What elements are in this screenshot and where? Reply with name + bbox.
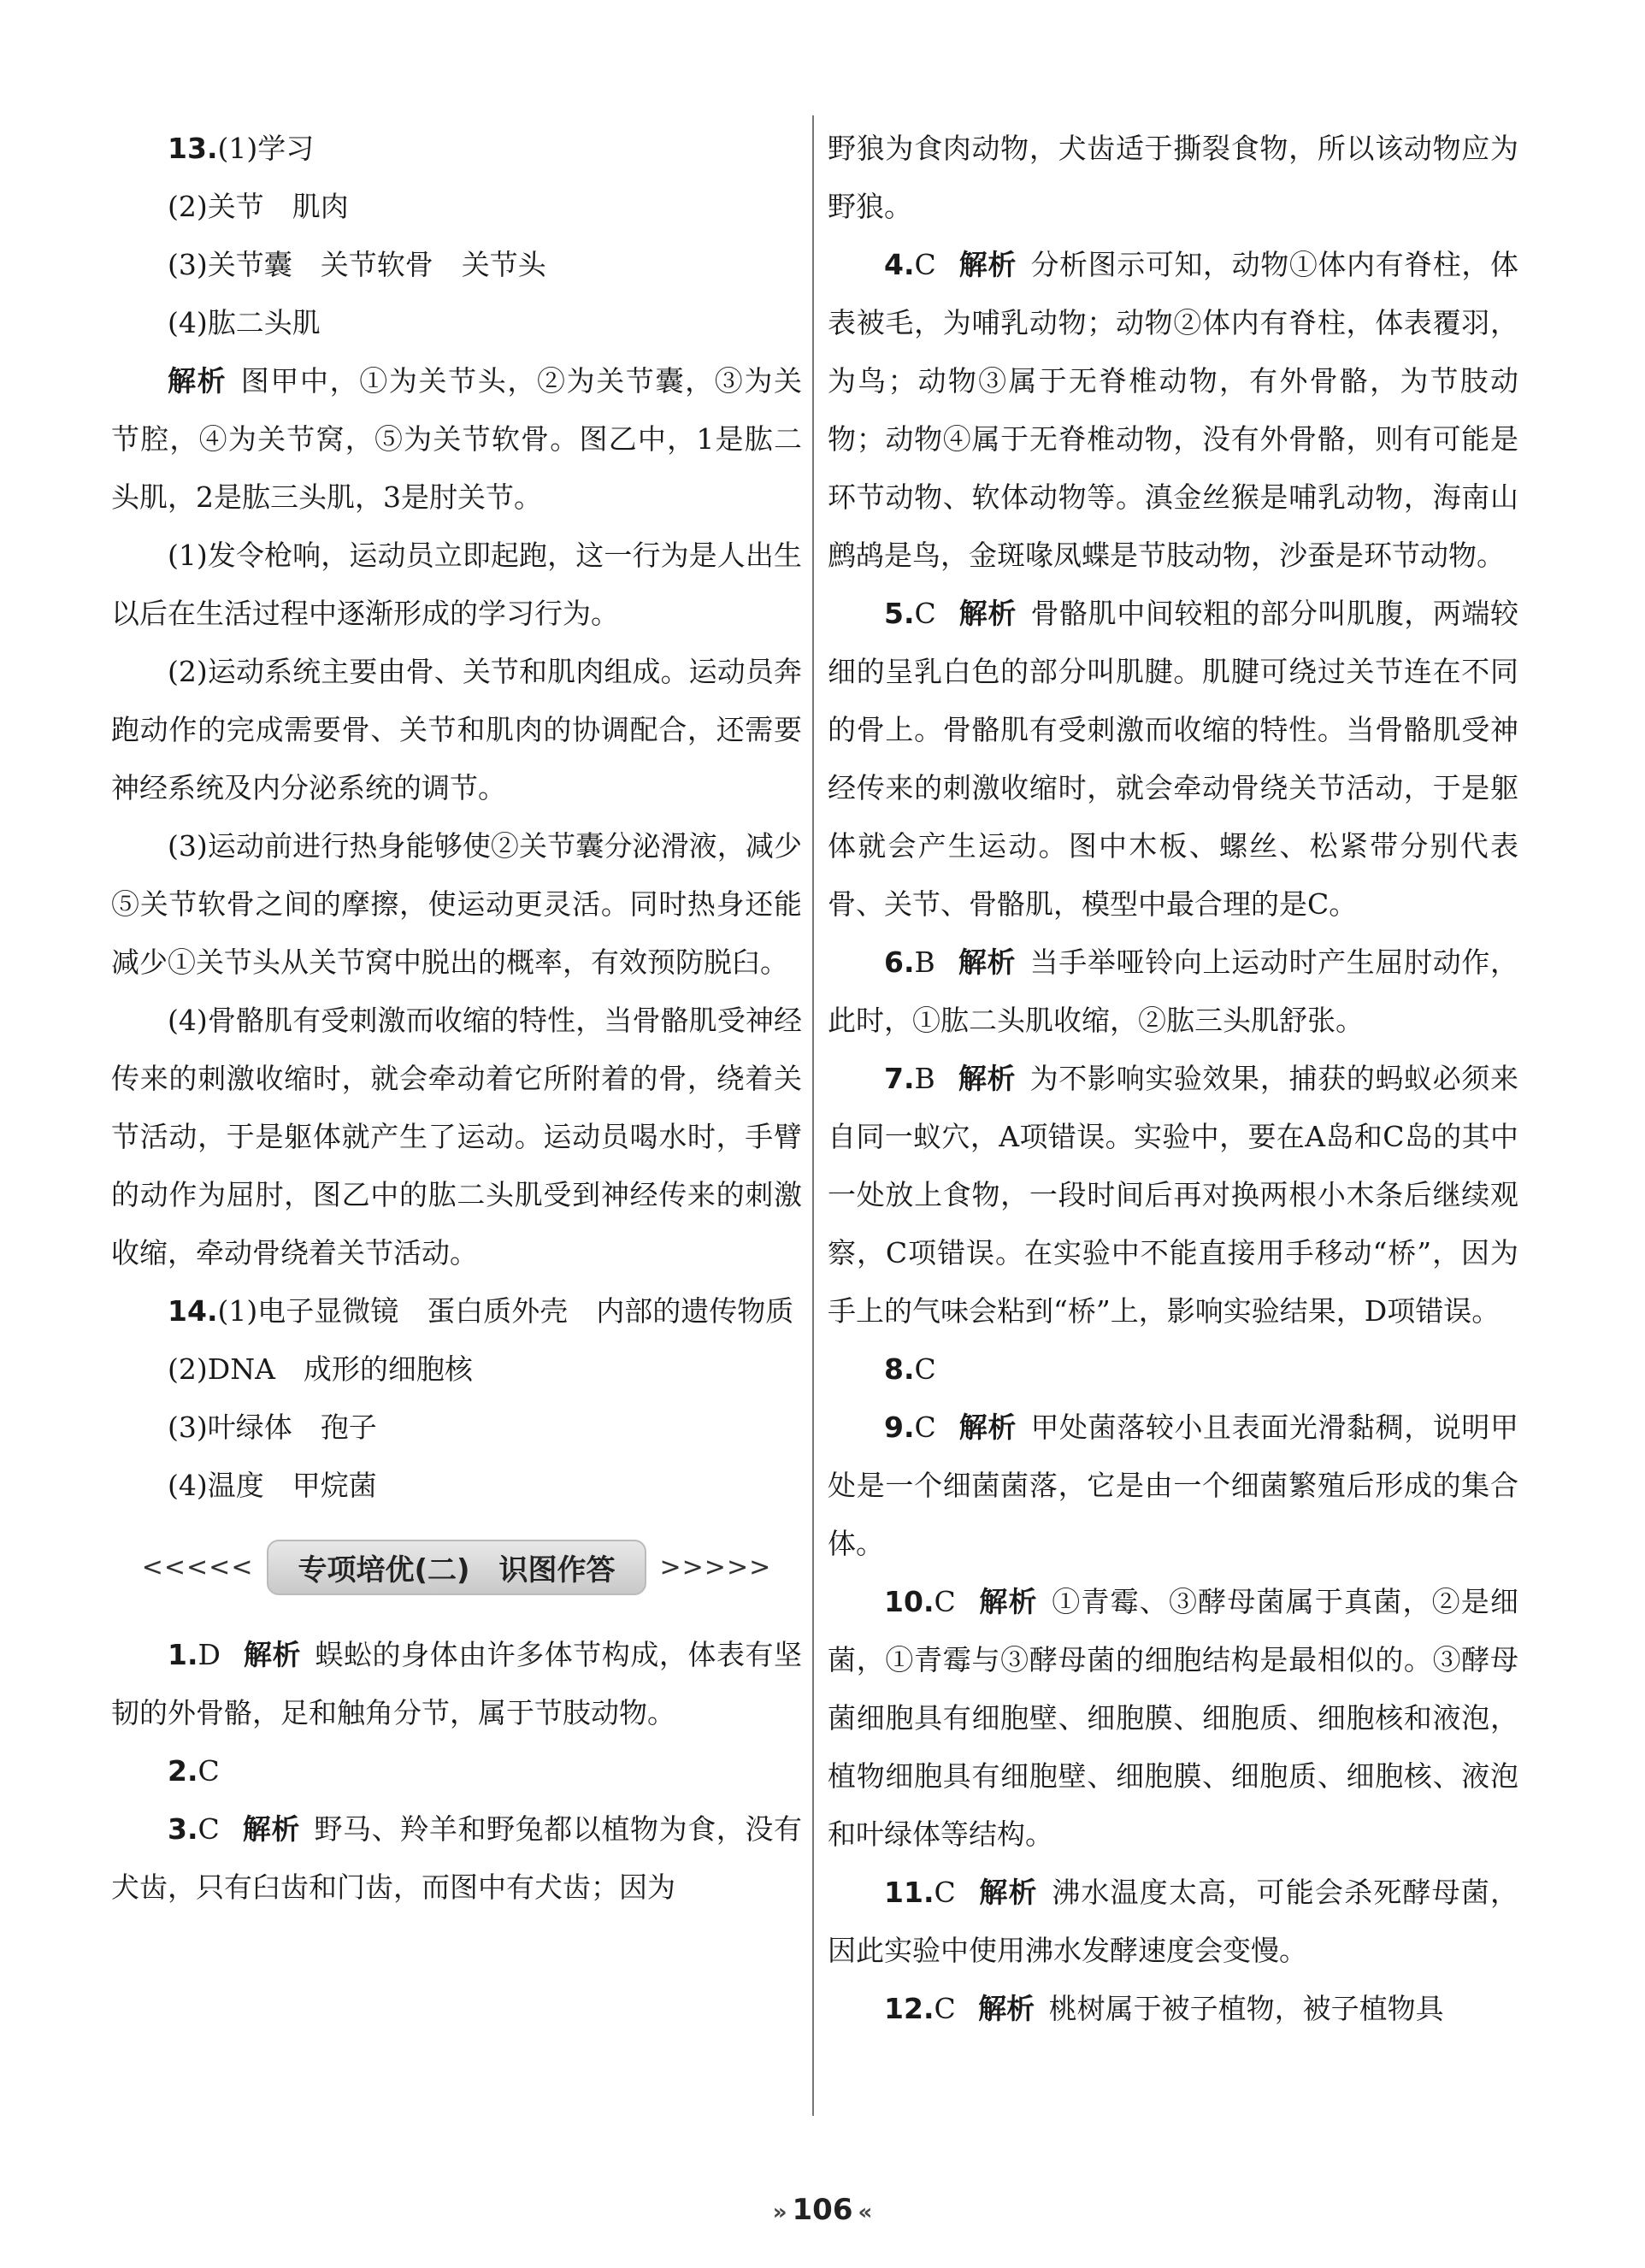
q14-answer-2: (2)DNA 成形的细胞核 (168, 1352, 473, 1386)
s5-text: 骨骼肌中间较粗的部分叫肌腹，两端较细的呈乳白色的部分叫肌腱。肌腱可绕过关节连在不同的骨上。骨骼肌有受刺激而收缩的特性。当骨骼肌受神经传来的刺激收缩时，就会牵动骨绕关节活动，于是躯体就会产生运动。图中木板、螺丝、松紧带分别代表骨、关节、骨骼肌，模型中最合理的是C。 (828, 597, 1519, 921)
s12-text: 桃树属于被子植物，被子植物具 (1048, 1992, 1444, 2025)
s7-number: 7 (884, 1062, 904, 1095)
s6-item: 6.B 解析 当手举哑铃向上运动时产生屈肘动作，此时，①肱二头肌收缩，②肱三头肌舒张。 (828, 945, 1519, 1037)
s12-answer: C (934, 1992, 956, 2025)
s9-answer: C (914, 1411, 936, 1444)
s1-text: 蜈蚣的身体由许多体节构成，体表有坚韧的外骨骼，足和触角分节，属于节肢动物。 (111, 1638, 803, 1729)
q13-number: 13 (168, 132, 207, 165)
s8-item: 8.C (884, 1352, 936, 1386)
page-number: 106 (792, 2193, 853, 2227)
banner-right-chevrons: >>>>> (659, 1552, 772, 1582)
analysis-keyword: 解析 (958, 945, 1017, 979)
analysis-keyword: 解析 (243, 1638, 301, 1671)
analysis-keyword: 解析 (958, 1411, 1017, 1444)
q14-answer-3: (3)叶绿体 孢子 (168, 1411, 377, 1444)
analysis-keyword: 解析 (958, 248, 1017, 281)
s7-item: 7.B 解析 为不影响实验效果，捕获的蚂蚁必须来自同一蚁穴，A项错误。实验中，要在A岛和C岛的其中一处放上食物，一段时间后再对换两根小木条后继续观察，C项错误。在实验中不能直接用手移动“桥”，因为手上的气味会粘到“桥”上，影响实验结果，D项错误。 (828, 1062, 1519, 1328)
s10-number: 10 (884, 1585, 923, 1618)
analysis-keyword: 解析 (978, 1992, 1035, 2025)
analysis-keyword: 解析 (242, 1812, 300, 1846)
analysis-keyword: 解析 (958, 1062, 1017, 1095)
s5-answer: C (914, 597, 936, 630)
s1-item: 1.D 解析 蜈蚣的身体由许多体节构成，体表有坚韧的外骨骼，足和触角分节，属于节肢动物。 (111, 1638, 803, 1729)
s11-answer: C (934, 1876, 956, 1909)
analysis-keyword: 解析 (978, 1876, 1038, 1909)
s1-answer: D (198, 1638, 221, 1671)
q14-answer-1: 14.(1)电子显微镜 蛋白质外壳 内部的遗传物质 (168, 1294, 794, 1328)
s4-number: 4 (884, 248, 904, 281)
s2-number: 2 (168, 1754, 187, 1788)
page-footer (0, 2193, 1645, 2227)
analysis-keyword: 解析 (958, 597, 1017, 630)
s4-item: 4.C 解析 分析图示可知，动物①体内有脊柱，体表被毛，为哺乳动物；动物②体内有脊柱，体表覆羽，为鸟；动物③属于无脊椎动物，有外骨骼，为节肢动物；动物④属于无脊椎动物，没有外骨骼，则有可能是环节动物、软体动物等。滇金丝猴是哺乳动物，海南山鹧鸪是鸟，金斑喙凤蝶是节肢动物，沙蚕是环节动物。 (828, 248, 1519, 572)
banner-left-chevrons: <<<<< (141, 1552, 254, 1582)
s3-text: 野马、羚羊和野兔都以植物为食，没有犬齿，只有臼齿和门齿，而图中有犬齿；因为 (111, 1812, 803, 1904)
s3-number: 3 (168, 1812, 187, 1846)
q13-a1: (1)学习 (217, 132, 315, 165)
s9-text: 甲处菌落较小且表面光滑黏稠，说明甲处是一个细菌菌落，它是由一个细菌繁殖后形成的集合体。 (828, 1411, 1519, 1560)
s2-item: 2.C (168, 1754, 220, 1788)
q13-answer-3: (3)关节囊 关节软骨 关节头 (168, 248, 546, 281)
s8-number: 8 (884, 1352, 904, 1386)
q13-answer-4: (4)肱二头肌 (168, 306, 321, 339)
s5-number: 5 (884, 597, 904, 630)
q14-answer-4: (4)温度 甲烷菌 (168, 1469, 377, 1502)
q14-a1: (1)电子显微镜 蛋白质外壳 内部的遗传物质 (217, 1294, 794, 1328)
footer-right-arrow-icon: « (858, 2200, 873, 2225)
s10-answer: C (934, 1585, 956, 1618)
footer-left-arrow-icon: » (772, 2200, 787, 2225)
right-column (828, 120, 1518, 2038)
s3-item: 3.C 解析 野马、羚羊和野兔都以植物为食，没有犬齿，只有臼齿和门齿，而图中有犬齿；因为 (111, 1812, 803, 1904)
q13-analysis (111, 352, 802, 527)
s4-answer: C (914, 248, 936, 281)
q13-answer-2: (2)关节 肌肉 (168, 190, 349, 223)
s6-number: 6 (884, 945, 904, 979)
analysis-keyword: 解析 (168, 364, 227, 398)
s4-text: 分析图示可知，动物①体内有脊柱，体表被毛，为哺乳动物；动物②体内有脊柱，体表覆羽，为鸟；动物③属于无脊椎动物，有外骨骼，为节肢动物；动物④属于无脊椎动物，没有外骨骼，则有可能是环节动物、软体动物等。滇金丝猴是哺乳动物，海南山鹧鸪是鸟，金斑喙凤蝶是节肢动物，沙蚕是环节动物。 (828, 248, 1519, 572)
s9-item: 9.C 解析 甲处菌落较小且表面光滑黏稠，说明甲处是一个细菌菌落，它是由一个细菌繁殖后形成的集合体。 (828, 1411, 1519, 1560)
q13-analysis-4: (4)骨骼肌有受刺激而收缩的特性，当骨骼肌受神经传来的刺激收缩时，就会牵动着它所附着的骨，绕着关节活动，于是躯体就产生了运动。运动员喝水时，手臂的动作为屈肘，图乙中的肱二头肌受到神经传来的刺激收缩，牵动骨绕着关节活动。 (111, 1004, 802, 1269)
s7-text: 为不影响实验效果，捕获的蚂蚁必须来自同一蚁穴，A项错误。实验中，要在A岛和C岛的其中一处放上食物，一段时间后再对换两根小木条后继续观察，C项错误。在实验中不能直接用手移动“桥”，因为手上的气味会粘到“桥”上，影响实验结果，D项错误。 (828, 1062, 1519, 1328)
left-column (111, 120, 802, 1917)
s11-item: 11.C 解析 沸水温度太高，可能会杀死酵母菌，因此实验中使用沸水发酵速度会变慢。 (828, 1876, 1518, 1967)
section-banner (111, 1537, 802, 1597)
s12-number: 12 (884, 1992, 923, 2025)
q13-analysis-3: (3)运动前进行热身能够使②关节囊分泌滑液，减少⑤关节软骨之间的摩擦，使运动更灵活。同时热身还能减少①关节头从关节窝中脱出的概率，有效预防脱臼。 (111, 829, 802, 979)
s7-answer: B (914, 1062, 935, 1095)
s6-answer: B (914, 945, 935, 979)
section-title: 专项培优(二) 识图作答 (267, 1540, 646, 1595)
s12-item: 12.C 解析 桃树属于被子植物，被子植物具 (884, 1992, 1444, 2025)
s3-continued: 野狼为食肉动物，犬齿适于撕裂食物，所以该动物应为野狼。 (828, 132, 1518, 223)
q13-analysis-text: 图甲中，①为关节头，②为关节囊，③为关节腔，④为关节窝，⑤为关节软骨。图乙中，1是肱二头肌，2是肱三头肌，3是肘关节。 (111, 364, 802, 514)
s9-number: 9 (884, 1411, 904, 1444)
q13-analysis-2: (2)运动系统主要由骨、关节和肌肉组成。运动员奔跑动作的完成需要骨、关节和肌肉的协调配合，还需要神经系统及内分泌系统的调节。 (111, 655, 802, 804)
s11-number: 11 (884, 1876, 923, 1909)
q14-number: 14 (168, 1294, 207, 1328)
column-divider (812, 115, 814, 2116)
q13-analysis-1: (1)发令枪响，运动员立即起跑，这一行为是人出生以后在生活过程中逐渐形成的学习行为。 (111, 539, 802, 630)
s11-text: 沸水温度太高，可能会杀死酵母菌，因此实验中使用沸水发酵速度会变慢。 (828, 1876, 1518, 1967)
q13-answer-1: 13.(1)学习 (168, 132, 315, 165)
s1-number: 1 (168, 1638, 187, 1671)
s6-text: 当手举哑铃向上运动时产生屈肘动作，此时，①肱二头肌收缩，②肱三头肌舒张。 (828, 945, 1519, 1037)
s10-item: 10.C 解析 ①青霉、③酵母菌属于真菌，②是细菌，①青霉与③酵母菌的细胞结构是最相似的。③酵母菌细胞具有细胞壁、细胞膜、细胞质、细胞核和液泡，植物细胞具有细胞壁、细胞膜、细胞质、细胞核、液泡和叶绿体等结构。 (828, 1585, 1518, 1851)
s10-text: ①青霉、③酵母菌属于真菌，②是细菌，①青霉与③酵母菌的细胞结构是最相似的。③酵母菌细胞具有细胞壁、细胞膜、细胞质、细胞核和液泡，植物细胞具有细胞壁、细胞膜、细胞质、细胞核、液泡和叶绿体等结构。 (828, 1585, 1518, 1851)
analysis-keyword: 解析 (978, 1585, 1038, 1618)
s3-answer: C (198, 1812, 220, 1846)
s8-answer: C (914, 1352, 936, 1386)
s2-answer: C (198, 1754, 220, 1788)
s5-item: 5.C 解析 骨骼肌中间较粗的部分叫肌腹，两端较细的呈乳白色的部分叫肌腱。肌腱可绕过关节连在不同的骨上。骨骼肌有受刺激而收缩的特性。当骨骼肌受神经传来的刺激收缩时，就会牵动骨绕关节活动，于是躯体就会产生运动。图中木板、螺丝、松紧带分别代表骨、关节、骨骼肌，模型中最合理的是C。 (828, 597, 1519, 921)
